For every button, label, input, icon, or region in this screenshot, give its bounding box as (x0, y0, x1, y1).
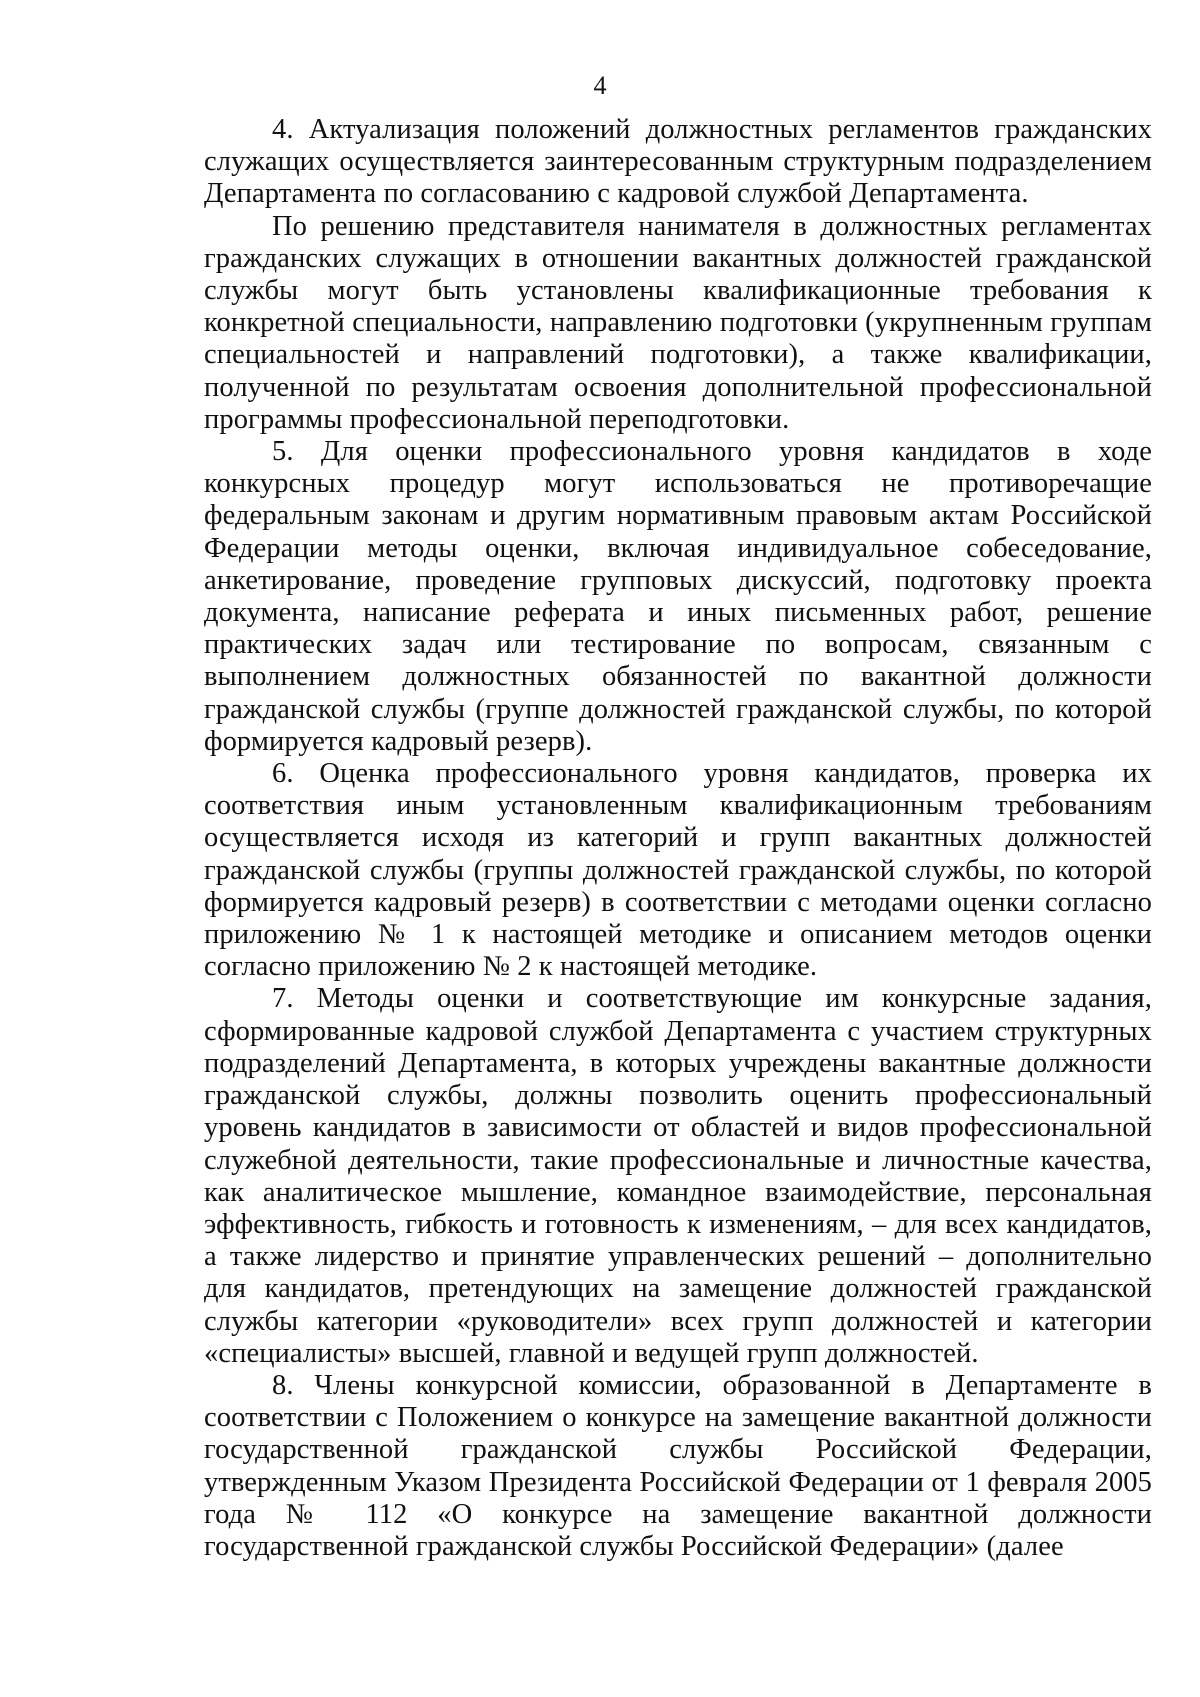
paragraph-7: 7. Методы оценки и соответствующие им конкурсные задания, сформированные кадровой службой Департамента с участием структурных подразделений Департамента, в которых учреждены вакантные должности гражданской службы, должны позволить оценить профессиональный уровень кандидатов в зависимости от областей и видов профессиональной служебной деятельности, такие профессиональные и личностные качества, как аналитическое мышление, командное взаимодействие, персональная эффективность, гибкость и готовность к изменениям, – для всех кандидатов, а также лидерство и принятие управленческих решений – дополнительно для кандидатов, претендующих на замещение должностей гражданской службы категории «руководители» всех групп должностей и категории «специалисты» высшей, главной и ведущей групп должностей. (204, 983, 1152, 1369)
document-body (204, 114, 1152, 1563)
paragraph-5: 5. Для оценки профессионального уровня кандидатов в ходе конкурсных процедур могут использоваться не противоречащие федеральным законам и другим нормативным правовым актам Российской Федерации методы оценки, включая индивидуальное собеседование, анкетирование, проведение групповых дискуссий, подготовку проекта документа, написание реферата и иных письменных работ, решение практических задач или тестирование по вопросам, связанным с выполнением должностных обязанностей по вакантной должности гражданской службы (группе должностей гражданской службы, по которой формируется кадровый резерв). (204, 436, 1152, 757)
page-number: 4 (593, 71, 607, 100)
paragraph-4: 4. Актуализация положений должностных регламентов гражданских служащих осуществляется заинтересованным структурным подразделением Департамента по согласованию с кадровой службой Департамента. (204, 114, 1152, 210)
paragraph-8: 8. Члены конкурсной комиссии, образованной в Департаменте в соответствии с Положением о конкурсе на замещение вакантной должности государственной гражданской службы Российской Федерации, утвержденным Указом Президента Российской Федерации от 1 февраля 2005 года № 112 «О конкурсе на замещение вакантной должности государственной гражданской службы Российской Федерации» (далее (204, 1369, 1152, 1562)
paragraph-6: 6. Оценка профессионального уровня кандидатов, проверка их соответствия иным установленным квалификационным требованиям осуществляется исходя из категорий и групп вакантных должностей гражданской службы (группы должностей гражданской службы, по которой формируется кадровый резерв) в соответствии с методами оценки согласно приложению № 1 к настоящей методике и описанием методов оценки согласно приложению № 2 к настоящей методике. (204, 758, 1152, 983)
paragraph-4-continued: По решению представителя нанимателя в должностных регламентах гражданских служащих в отношении вакантных должностей гражданской службы могут быть установлены квалификационные требования к конкретной специальности, направлению подготовки (укрупненным группам специальностей и направлений подготовки), а также квалификации, полученной по результатам освоения дополнительной профессиональной программы профессиональной переподготовки. (204, 210, 1152, 435)
